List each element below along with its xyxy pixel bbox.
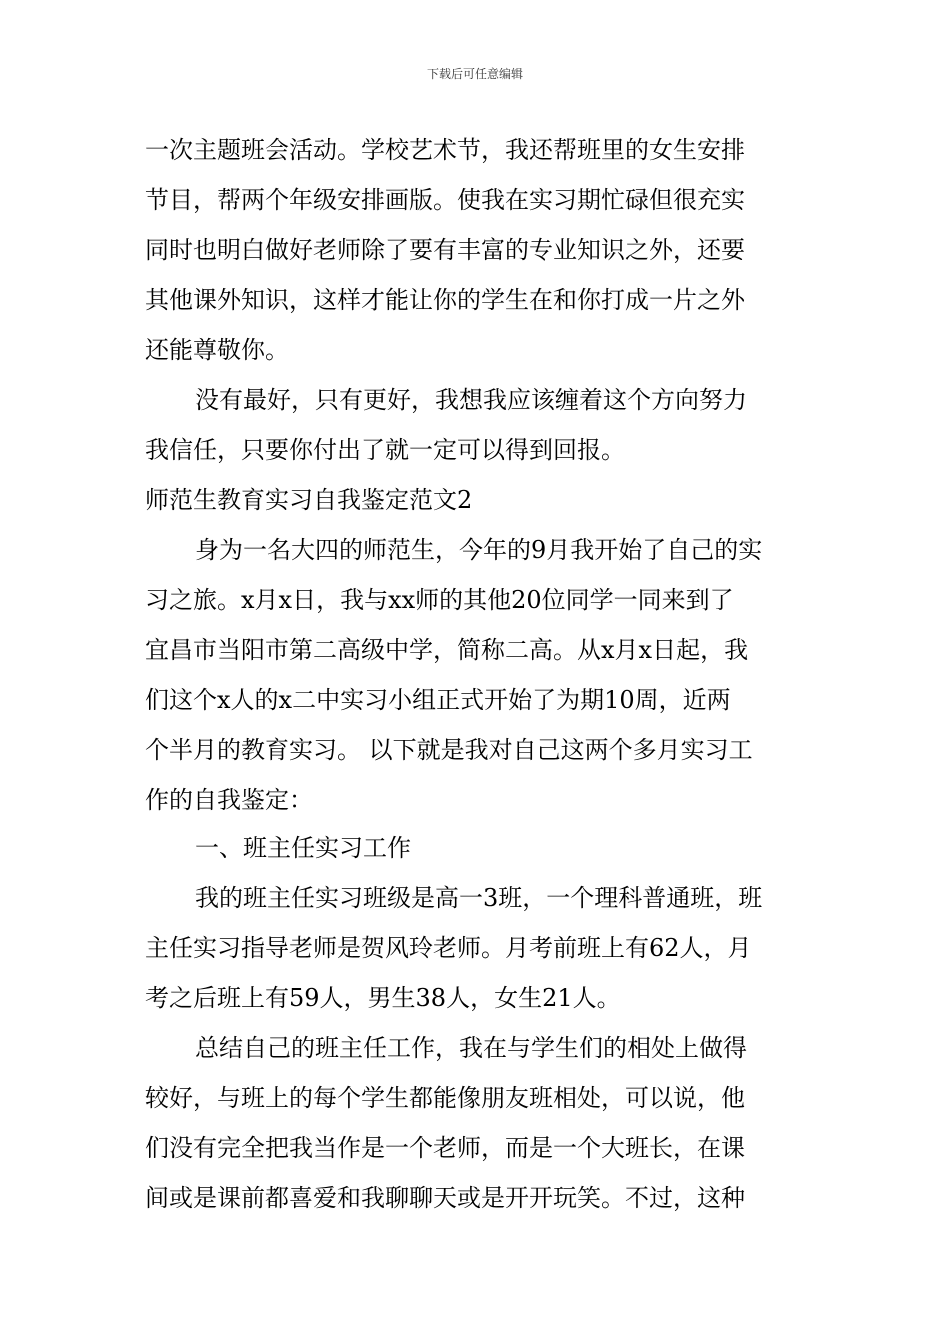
text-line: 习之旅。x月x日，我与xx师的其他20位同学一同来到了 bbox=[145, 586, 734, 614]
text-line: 宜昌市当阳市第二高级中学，简称二高。从x月x日起，我 bbox=[145, 636, 749, 664]
paragraph-start: 我的班主任实习班级是高一3班，一个理科普通班，班 bbox=[195, 884, 763, 912]
page-header: 下载后可任意编辑 bbox=[426, 67, 523, 81]
paragraph-start: 总结自己的班主任工作，我在与学生们的相处上做得 bbox=[195, 1034, 747, 1062]
paragraph-start: 没有最好，只有更好，我想我应该缠着这个方向努力 bbox=[195, 386, 747, 414]
section-title: 师范生教育实习自我鉴定范文2 bbox=[145, 486, 473, 514]
text-line: 一次主题班会活动。学校艺术节，我还帮班里的女生安排 bbox=[145, 136, 745, 164]
text-line: 考之后班上有59人，男生38人，女生21人。 bbox=[145, 984, 621, 1012]
text-line: 较好，与班上的每个学生都能像朋友班相处，可以说，他 bbox=[145, 1084, 745, 1112]
text-line: 节目，帮两个年级安排画版。使我在实习期忙碌但很充实 bbox=[145, 186, 745, 214]
text-line: 主任实习指导老师是贺风玲老师。月考前班上有62人，月 bbox=[145, 934, 752, 962]
subsection-heading: 一、班主任实习工作 bbox=[195, 834, 411, 862]
text-line: 们没有完全把我当作是一个老师，而是一个大班长，在课 bbox=[145, 1134, 745, 1162]
text-line: 还能尊敬你。 bbox=[145, 336, 289, 364]
text-line: 我信任，只要你付出了就一定可以得到回报。 bbox=[145, 436, 625, 464]
text-line: 们这个x人的x二中实习小组正式开始了为期10周，近两 bbox=[145, 686, 731, 714]
text-line: 间或是课前都喜爱和我聊聊天或是开开玩笑。不过，这种 bbox=[145, 1184, 745, 1212]
text-line: 个半月的教育实习。 以下就是我对自己这两个多月实习工 bbox=[145, 736, 753, 764]
text-line: 作的自我鉴定： bbox=[145, 786, 313, 814]
text-line: 同时也明白做好老师除了要有丰富的专业知识之外，还要 bbox=[145, 236, 745, 264]
text-line: 其他课外知识，这样才能让你的学生在和你打成一片之外 bbox=[145, 286, 745, 314]
paragraph-start: 身为一名大四的师范生，今年的9月我开始了自己的实 bbox=[195, 536, 763, 564]
